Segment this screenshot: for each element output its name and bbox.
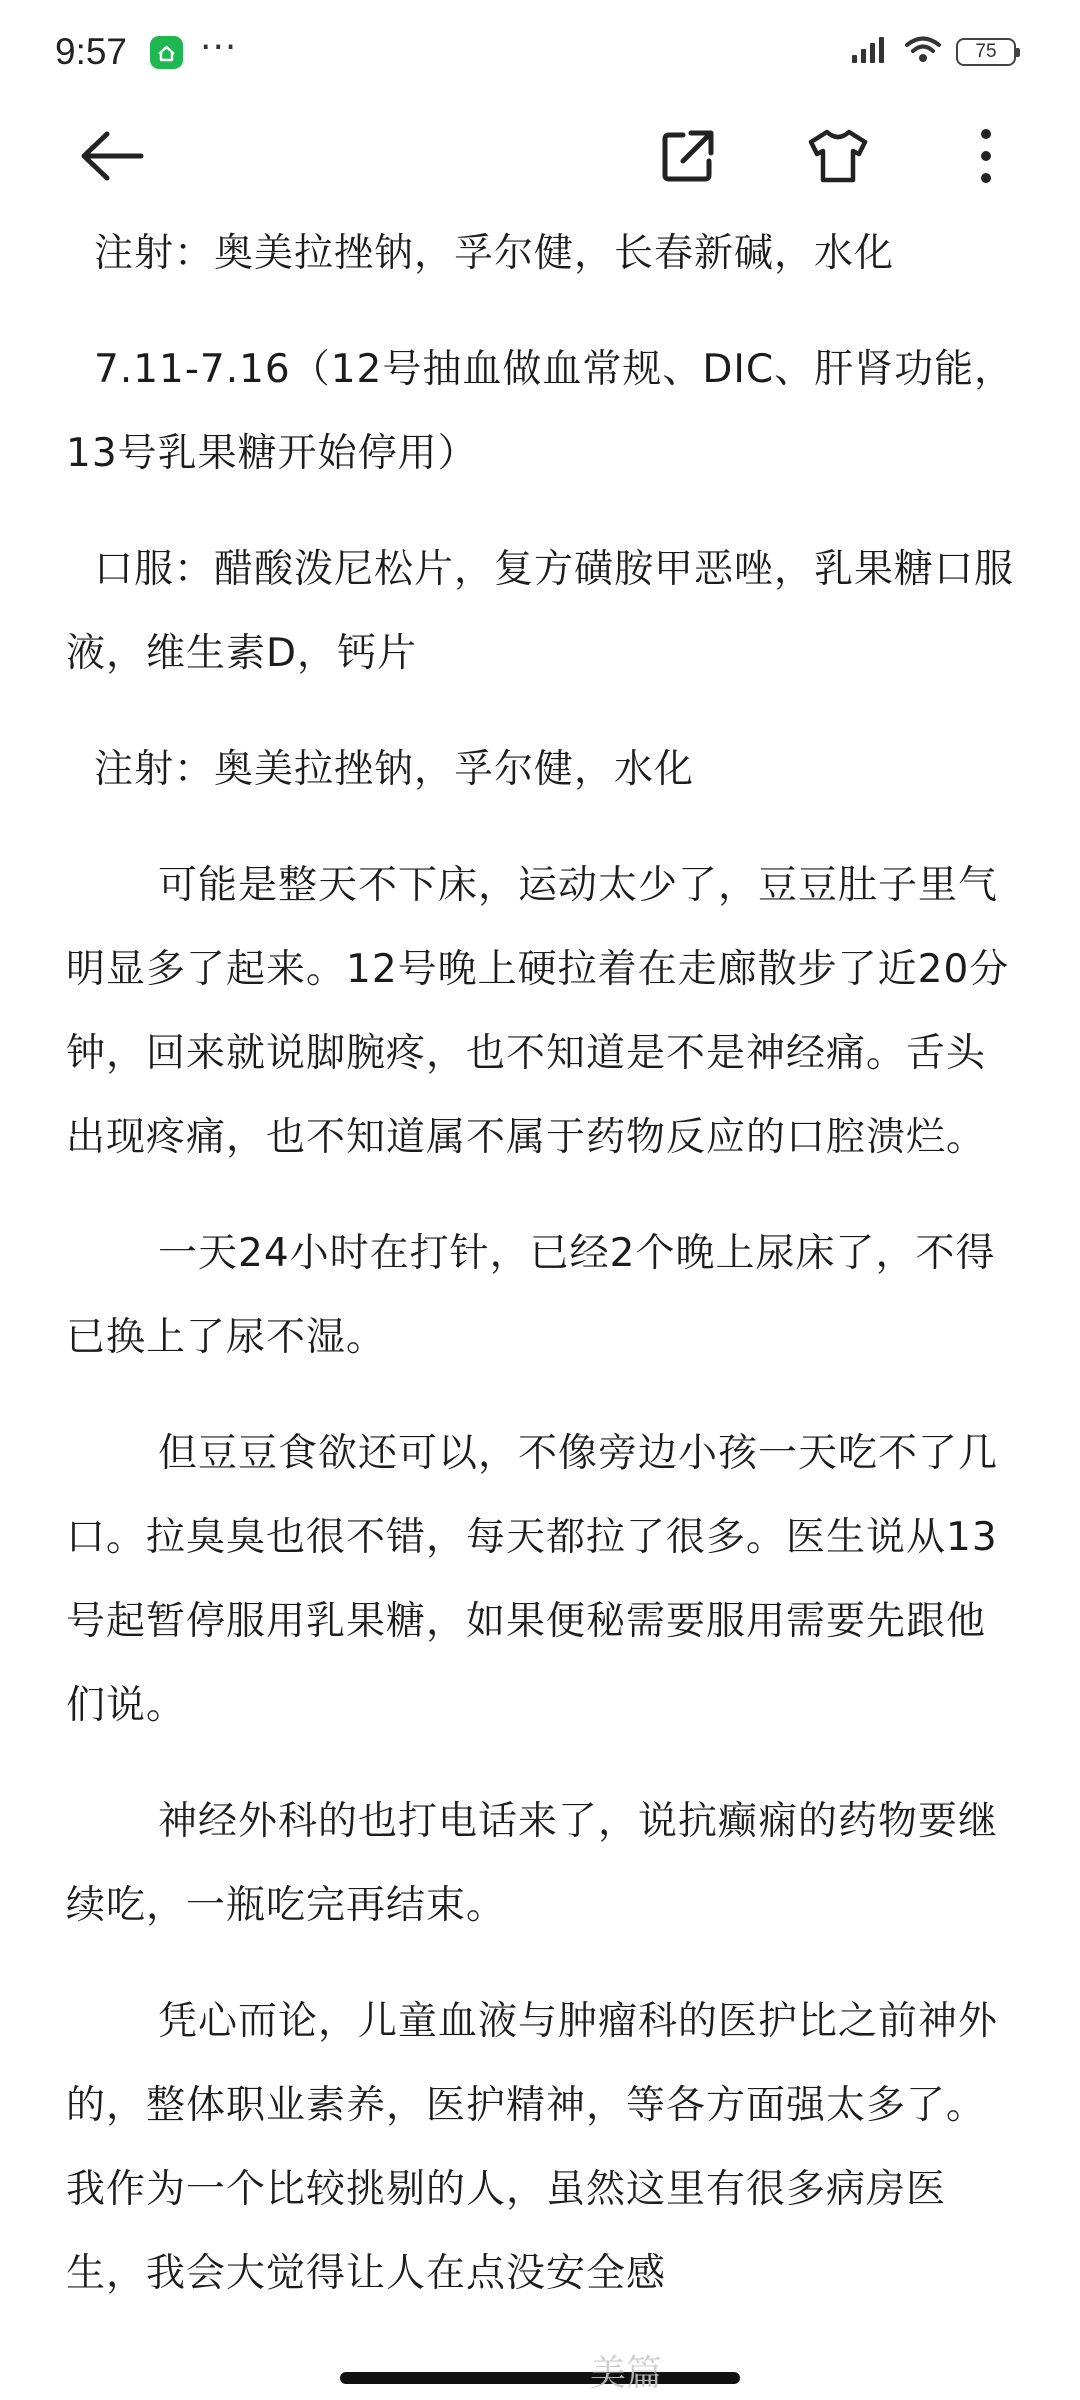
paragraph-injection-1: 注射：奥美拉挫钠，孚尔健，长春新碱，水化	[94, 231, 895, 276]
article-body	[66, 200, 1021, 2348]
paragraph-date-range: 7.11-7.16（12号抽血做血常规、DIC、肝肾功能，13号乳果糖开始停用）	[66, 347, 1015, 476]
paragraph-oral-meds: 口服：醋酸泼尼松片，复方磺胺甲恶唑，乳果糖口服液，维生素D，钙片	[66, 547, 1015, 676]
watermark: 美篇	[590, 2353, 663, 2394]
paragraph-iv: 一天24小时在打针，已经2个晚上尿床了，不得已换上了尿不湿。	[66, 1231, 996, 1360]
wifi-icon	[904, 35, 942, 69]
more-vertical-icon	[980, 128, 992, 188]
signal-icon	[850, 35, 890, 69]
battery-icon	[956, 38, 1016, 66]
paragraph-activity: 可能是整天不下床，运动太少了，豆豆肚子里气明显多了起来。12号晚上硬拉着在走廊散步了近20分钟，回来就说脚腕疼，也不知道是不是神经痛。舌头出现疼痛，也不知道属不属于药物反应的口腔溃烂。	[66, 863, 1010, 1160]
status-time: 9:57	[55, 31, 128, 72]
status-indicators	[850, 30, 1016, 74]
status-bar	[0, 0, 1080, 100]
paragraph-appetite: 但豆豆食欲还可以，不像旁边小孩一天吃不了几口。拉臭臭也很不错，每天都拉了很多。医生说从13号起暂停服用乳果糖，如果便秘需要服用需要先跟他们说。	[66, 1431, 999, 1728]
top-toolbar	[0, 100, 1080, 215]
paragraph-neurosurgery: 神经外科的也打电话来了，说抗癫痫的药物要继续吃，一瓶吃完再结束。	[66, 1799, 999, 1928]
app-notification-icon	[150, 36, 183, 69]
share-icon	[659, 127, 717, 189]
paragraph-injection-2: 注射：奥美拉挫钠，孚尔健，水化	[94, 747, 695, 792]
shirt-icon	[807, 128, 869, 188]
more-button[interactable]	[948, 120, 1024, 196]
back-button[interactable]	[74, 120, 150, 196]
paragraph-opinion: 凭心而论，儿童血液与肿瘤科的医护比之前神外的，整体职业素养，医护精神，等各方面强太多了。我作为一个比较挑剔的人，虽然这里有很多病房医生，我会大觉得让人在点没安全感	[66, 1999, 999, 2296]
share-button[interactable]	[650, 120, 726, 196]
back-arrow-icon	[79, 131, 145, 185]
more-notifications-icon: ···	[200, 27, 238, 68]
gesture-navigation-bar[interactable]	[340, 2372, 740, 2384]
theme-button[interactable]	[800, 120, 876, 196]
battery-level: 75	[975, 41, 997, 62]
